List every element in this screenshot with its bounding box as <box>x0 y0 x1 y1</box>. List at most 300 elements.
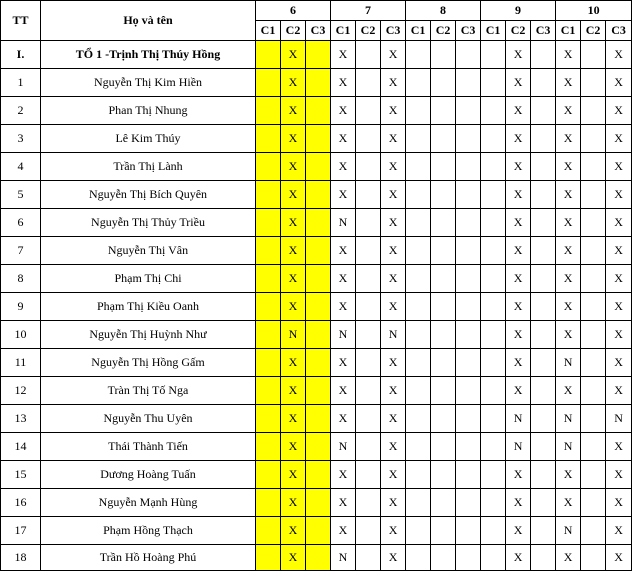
table-row <box>1 69 632 97</box>
mark-cell <box>581 545 606 571</box>
row-number: 12 <box>1 377 41 405</box>
mark-cell: X <box>281 69 306 97</box>
row-number: 18 <box>1 545 41 571</box>
row-name: Dương Hoàng Tuấn <box>41 461 256 489</box>
mark-cell <box>581 265 606 293</box>
mark-cell <box>481 153 506 181</box>
mark-cell: X <box>381 545 406 571</box>
mark-cell <box>481 125 506 153</box>
mark-cell: N <box>331 545 356 571</box>
mark-cell <box>581 293 606 321</box>
mark-cell: X <box>606 293 632 321</box>
mark-cell <box>406 181 431 209</box>
mark-cell <box>581 153 606 181</box>
header-grade: 10 <box>556 1 632 21</box>
row-name: Phạm Thị Kiều Oanh <box>41 293 256 321</box>
mark-cell: X <box>331 293 356 321</box>
mark-cell: X <box>281 153 306 181</box>
mark-cell: X <box>606 489 632 517</box>
mark-cell <box>581 97 606 125</box>
mark-cell <box>431 349 456 377</box>
mark-cell: X <box>331 69 356 97</box>
mark-cell <box>306 69 331 97</box>
mark-cell <box>306 293 331 321</box>
mark-cell <box>256 293 281 321</box>
table-row <box>1 405 632 433</box>
mark-cell <box>406 433 431 461</box>
mark-cell <box>431 41 456 69</box>
mark-cell <box>431 405 456 433</box>
mark-cell <box>456 461 481 489</box>
header-class: C2 <box>581 21 606 41</box>
mark-cell: N <box>606 405 632 433</box>
mark-cell <box>306 489 331 517</box>
mark-cell: X <box>381 69 406 97</box>
row-number: 7 <box>1 237 41 265</box>
mark-cell <box>531 349 556 377</box>
mark-cell <box>406 153 431 181</box>
mark-cell: X <box>506 41 531 69</box>
mark-cell <box>481 377 506 405</box>
mark-cell: X <box>606 181 632 209</box>
mark-cell <box>406 377 431 405</box>
mark-cell: X <box>506 293 531 321</box>
table-row <box>1 349 632 377</box>
mark-cell: X <box>281 461 306 489</box>
mark-cell <box>531 433 556 461</box>
row-number: I. <box>1 41 41 69</box>
header-class: C1 <box>556 21 581 41</box>
mark-cell <box>356 489 381 517</box>
header-class: C1 <box>406 21 431 41</box>
row-number: 14 <box>1 433 41 461</box>
mark-cell: X <box>381 181 406 209</box>
mark-cell: X <box>281 349 306 377</box>
mark-cell: X <box>281 97 306 125</box>
mark-cell: X <box>506 545 531 571</box>
mark-cell: X <box>381 489 406 517</box>
row-number: 13 <box>1 405 41 433</box>
mark-cell <box>531 97 556 125</box>
mark-cell <box>431 125 456 153</box>
mark-cell <box>456 181 481 209</box>
row-number: 10 <box>1 321 41 349</box>
mark-cell: X <box>381 293 406 321</box>
table-row <box>1 489 632 517</box>
mark-cell <box>306 321 331 349</box>
mark-cell <box>456 377 481 405</box>
mark-cell <box>256 489 281 517</box>
mark-cell <box>306 433 331 461</box>
mark-cell: X <box>606 517 632 545</box>
mark-cell <box>256 349 281 377</box>
mark-cell <box>406 237 431 265</box>
mark-cell: X <box>381 97 406 125</box>
header-class: C2 <box>356 21 381 41</box>
mark-cell <box>256 517 281 545</box>
mark-cell <box>431 265 456 293</box>
mark-cell <box>581 489 606 517</box>
mark-cell <box>431 433 456 461</box>
mark-cell: N <box>331 209 356 237</box>
mark-cell: N <box>506 433 531 461</box>
mark-cell: N <box>556 517 581 545</box>
mark-cell <box>406 489 431 517</box>
mark-cell <box>306 125 331 153</box>
mark-cell <box>431 69 456 97</box>
mark-cell: X <box>506 209 531 237</box>
table-row <box>1 377 632 405</box>
mark-cell <box>406 265 431 293</box>
mark-cell <box>581 349 606 377</box>
mark-cell <box>256 461 281 489</box>
mark-cell: N <box>381 321 406 349</box>
mark-cell <box>306 153 331 181</box>
mark-cell: X <box>606 69 632 97</box>
mark-cell <box>406 97 431 125</box>
mark-cell <box>531 461 556 489</box>
mark-cell <box>481 489 506 517</box>
mark-cell <box>581 209 606 237</box>
row-name: Phan Thị Nhung <box>41 97 256 125</box>
mark-cell <box>431 517 456 545</box>
mark-cell <box>531 265 556 293</box>
mark-cell <box>481 461 506 489</box>
mark-cell <box>456 433 481 461</box>
table-row <box>1 461 632 489</box>
mark-cell <box>356 237 381 265</box>
mark-cell <box>531 293 556 321</box>
mark-cell <box>531 321 556 349</box>
mark-cell <box>256 377 281 405</box>
mark-cell: X <box>331 41 356 69</box>
row-number: 8 <box>1 265 41 293</box>
mark-cell <box>356 97 381 125</box>
mark-cell <box>256 321 281 349</box>
mark-cell: X <box>506 125 531 153</box>
mark-cell <box>356 321 381 349</box>
row-name: Nguyễn Thị Vân <box>41 237 256 265</box>
mark-cell: X <box>556 265 581 293</box>
group-row <box>1 41 632 69</box>
mark-cell: X <box>556 321 581 349</box>
mark-cell: X <box>506 489 531 517</box>
mark-cell: X <box>381 209 406 237</box>
mark-cell <box>256 237 281 265</box>
mark-cell: X <box>381 433 406 461</box>
mark-cell: N <box>556 405 581 433</box>
mark-cell: X <box>381 349 406 377</box>
mark-cell <box>481 433 506 461</box>
mark-cell: N <box>331 433 356 461</box>
mark-cell <box>456 545 481 571</box>
mark-cell <box>356 293 381 321</box>
mark-cell <box>406 69 431 97</box>
row-name: Nguyễn Thị Huỳnh Như <box>41 321 256 349</box>
mark-cell: X <box>606 125 632 153</box>
table-row <box>1 265 632 293</box>
mark-cell <box>456 237 481 265</box>
mark-cell <box>356 377 381 405</box>
mark-cell <box>581 125 606 153</box>
mark-cell: X <box>606 265 632 293</box>
mark-cell: X <box>556 69 581 97</box>
mark-cell <box>306 181 331 209</box>
mark-cell: X <box>381 377 406 405</box>
row-name: Nguyễn Thu Uyên <box>41 405 256 433</box>
mark-cell: X <box>281 517 306 545</box>
mark-cell <box>256 69 281 97</box>
mark-cell <box>456 517 481 545</box>
table-row <box>1 237 632 265</box>
header-grade: 9 <box>481 1 556 21</box>
mark-cell <box>431 181 456 209</box>
mark-cell: X <box>381 265 406 293</box>
mark-cell: X <box>331 489 356 517</box>
mark-cell <box>306 377 331 405</box>
header-class: C1 <box>331 21 356 41</box>
mark-cell: X <box>381 405 406 433</box>
mark-cell: X <box>506 265 531 293</box>
mark-cell <box>531 41 556 69</box>
mark-cell <box>581 181 606 209</box>
mark-cell <box>581 237 606 265</box>
mark-cell <box>256 125 281 153</box>
header-grade: 7 <box>331 1 406 21</box>
mark-cell: X <box>381 517 406 545</box>
mark-cell: N <box>331 321 356 349</box>
mark-cell <box>481 237 506 265</box>
row-name: Phạm Hồng Thạch <box>41 517 256 545</box>
mark-cell <box>456 405 481 433</box>
mark-cell: X <box>606 97 632 125</box>
mark-cell <box>406 545 431 571</box>
mark-cell <box>406 349 431 377</box>
mark-cell: X <box>556 125 581 153</box>
mark-cell <box>581 321 606 349</box>
mark-cell <box>406 405 431 433</box>
mark-cell <box>531 153 556 181</box>
mark-cell: X <box>606 377 632 405</box>
row-name: Nguyễn Thị Hồng Gấm <box>41 349 256 377</box>
row-number: 6 <box>1 209 41 237</box>
mark-cell <box>406 41 431 69</box>
mark-cell <box>431 153 456 181</box>
mark-cell: X <box>606 349 632 377</box>
row-number: 11 <box>1 349 41 377</box>
mark-cell <box>256 433 281 461</box>
mark-cell: X <box>606 153 632 181</box>
mark-cell <box>356 405 381 433</box>
mark-cell <box>256 209 281 237</box>
mark-cell <box>406 293 431 321</box>
mark-cell <box>481 545 506 571</box>
mark-cell <box>531 237 556 265</box>
mark-cell <box>531 125 556 153</box>
mark-cell <box>456 321 481 349</box>
mark-cell: X <box>506 321 531 349</box>
mark-cell <box>581 405 606 433</box>
row-name: Lê Kim Thúy <box>41 125 256 153</box>
table-row <box>1 209 632 237</box>
row-name: Trần Hồ Hoàng Phú <box>41 545 256 571</box>
mark-cell <box>481 293 506 321</box>
mark-cell <box>256 97 281 125</box>
row-number: 15 <box>1 461 41 489</box>
mark-cell: X <box>281 181 306 209</box>
mark-cell <box>456 209 481 237</box>
mark-cell <box>581 517 606 545</box>
table-row <box>1 153 632 181</box>
mark-cell: X <box>381 237 406 265</box>
mark-cell <box>481 181 506 209</box>
table-row <box>1 433 632 461</box>
mark-cell <box>431 97 456 125</box>
mark-cell <box>431 545 456 571</box>
mark-cell: X <box>381 153 406 181</box>
mark-cell: X <box>331 97 356 125</box>
mark-cell: X <box>281 489 306 517</box>
mark-cell <box>256 405 281 433</box>
mark-cell: X <box>281 405 306 433</box>
row-number: 16 <box>1 489 41 517</box>
mark-cell: X <box>281 293 306 321</box>
mark-cell: X <box>506 181 531 209</box>
mark-cell: X <box>506 377 531 405</box>
mark-cell: X <box>556 489 581 517</box>
mark-cell <box>456 293 481 321</box>
mark-cell <box>356 153 381 181</box>
mark-cell: X <box>556 209 581 237</box>
row-number: 9 <box>1 293 41 321</box>
mark-cell <box>356 461 381 489</box>
mark-cell <box>456 265 481 293</box>
row-name: Tràn Thị Tố Nga <box>41 377 256 405</box>
mark-cell: X <box>331 125 356 153</box>
mark-cell: X <box>281 209 306 237</box>
mark-cell: X <box>331 181 356 209</box>
row-name: Phạm Thị Chi <box>41 265 256 293</box>
mark-cell <box>481 321 506 349</box>
mark-cell <box>531 69 556 97</box>
mark-cell: X <box>606 461 632 489</box>
mark-cell <box>531 405 556 433</box>
mark-cell: X <box>381 41 406 69</box>
mark-cell <box>581 41 606 69</box>
mark-cell <box>356 69 381 97</box>
mark-cell <box>406 517 431 545</box>
mark-cell <box>306 265 331 293</box>
mark-cell <box>581 461 606 489</box>
mark-cell <box>256 265 281 293</box>
mark-cell: X <box>281 377 306 405</box>
mark-cell: X <box>331 153 356 181</box>
mark-cell <box>256 41 281 69</box>
mark-cell <box>356 125 381 153</box>
mark-cell <box>356 41 381 69</box>
mark-cell: X <box>556 153 581 181</box>
mark-cell <box>456 349 481 377</box>
row-number: 2 <box>1 97 41 125</box>
mark-cell <box>456 41 481 69</box>
row-name: TỔ 1 -Trịnh Thị Thúy Hồng <box>41 41 256 69</box>
mark-cell: X <box>606 209 632 237</box>
mark-cell: X <box>506 461 531 489</box>
mark-cell <box>431 377 456 405</box>
mark-cell <box>531 489 556 517</box>
header-class: C2 <box>431 21 456 41</box>
table-row <box>1 517 632 545</box>
mark-cell: X <box>506 349 531 377</box>
mark-cell: X <box>506 97 531 125</box>
row-name: Nguyễn Thị Bích Quyên <box>41 181 256 209</box>
row-name: Nguyễn Thị Kim Hiền <box>41 69 256 97</box>
mark-cell: X <box>556 181 581 209</box>
mark-cell: X <box>331 517 356 545</box>
mark-cell: X <box>606 545 632 571</box>
header-class: C3 <box>381 21 406 41</box>
mark-cell: X <box>556 41 581 69</box>
header-name: Họ và tên <box>41 1 256 41</box>
header-class: C3 <box>531 21 556 41</box>
mark-cell: X <box>556 293 581 321</box>
mark-cell <box>306 461 331 489</box>
mark-cell <box>306 209 331 237</box>
mark-cell: X <box>606 433 632 461</box>
row-name: Thái Thành Tiến <box>41 433 256 461</box>
table-row <box>1 321 632 349</box>
mark-cell: X <box>331 461 356 489</box>
mark-cell <box>356 433 381 461</box>
mark-cell <box>531 377 556 405</box>
mark-cell <box>256 181 281 209</box>
header-class: C2 <box>506 21 531 41</box>
mark-cell: X <box>556 461 581 489</box>
table-row <box>1 545 632 571</box>
table-row <box>1 125 632 153</box>
header-class: C3 <box>456 21 481 41</box>
row-number: 4 <box>1 153 41 181</box>
mark-cell <box>306 517 331 545</box>
mark-cell <box>481 517 506 545</box>
mark-cell: X <box>381 461 406 489</box>
row-name: Nguyễn Mạnh Hùng <box>41 489 256 517</box>
mark-cell <box>456 153 481 181</box>
row-number: 3 <box>1 125 41 153</box>
mark-cell: X <box>331 405 356 433</box>
mark-cell: X <box>381 125 406 153</box>
mark-cell: X <box>331 377 356 405</box>
mark-cell <box>406 461 431 489</box>
mark-cell <box>356 181 381 209</box>
header-class: C3 <box>606 21 632 41</box>
mark-cell <box>481 265 506 293</box>
mark-cell: X <box>606 321 632 349</box>
mark-cell: N <box>556 433 581 461</box>
mark-cell <box>356 517 381 545</box>
table-row <box>1 181 632 209</box>
mark-cell <box>531 545 556 571</box>
mark-cell <box>431 321 456 349</box>
mark-cell <box>481 209 506 237</box>
mark-cell: X <box>506 237 531 265</box>
mark-cell <box>456 69 481 97</box>
header-grade: 6 <box>256 1 331 21</box>
mark-cell: X <box>556 545 581 571</box>
row-number: 1 <box>1 69 41 97</box>
mark-cell: X <box>331 349 356 377</box>
mark-cell <box>431 461 456 489</box>
